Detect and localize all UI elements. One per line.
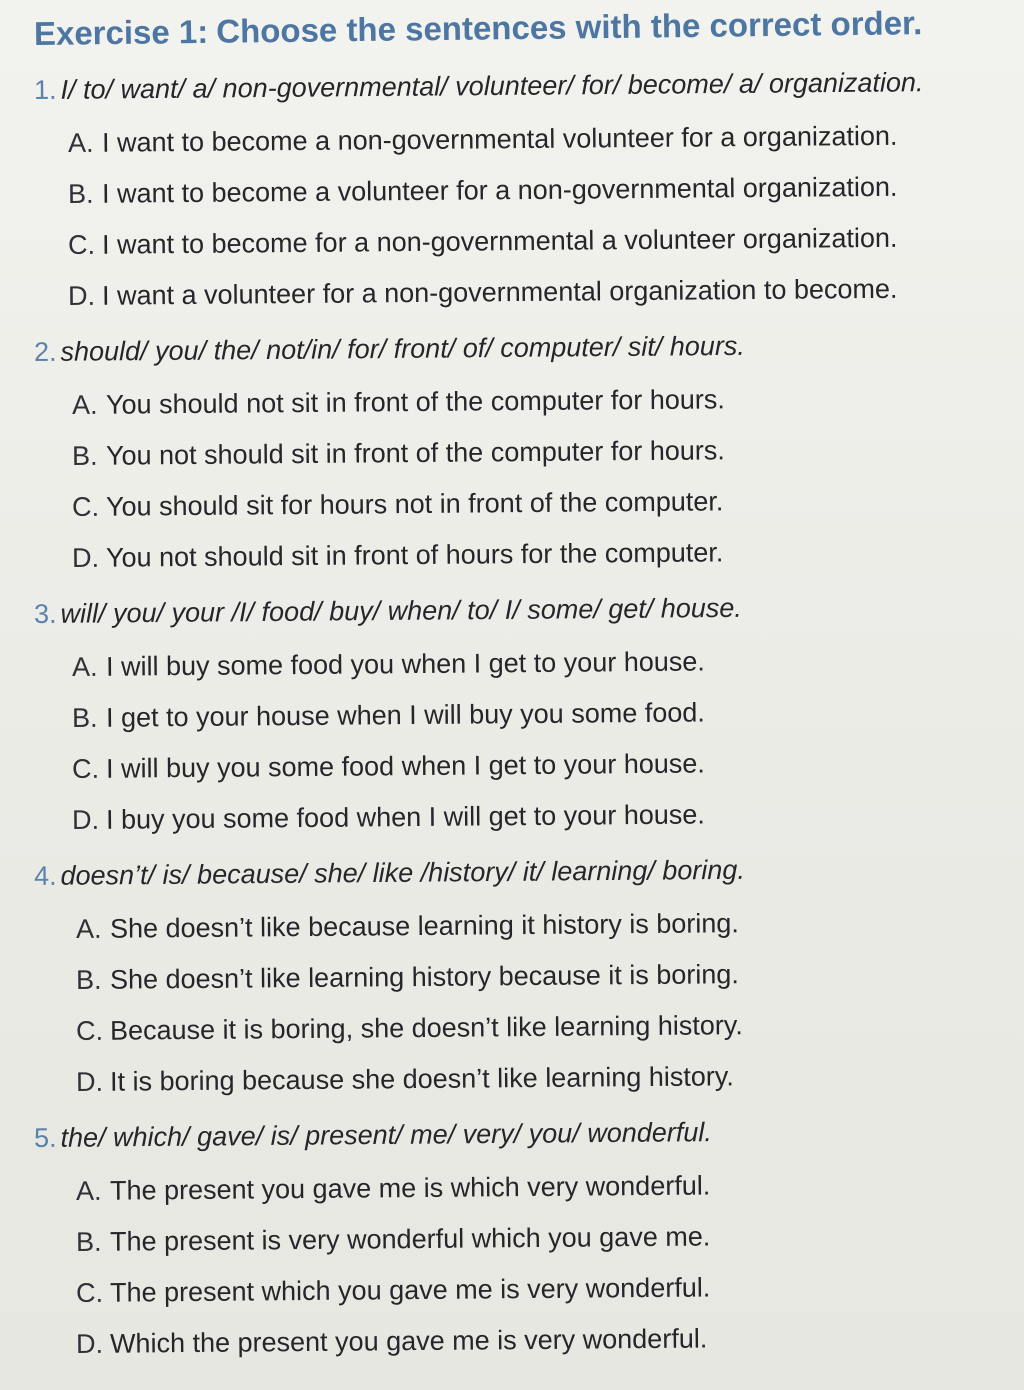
option-text: She doesn’t like because learning it history is boring. (109, 908, 739, 944)
answer-option-d[interactable] (68, 263, 1004, 322)
option-letter: A. (75, 1175, 102, 1206)
question-number: 4. (33, 860, 57, 891)
option-text: I will buy some food you when I get to your house. (105, 646, 705, 682)
option-letter: C. (71, 753, 100, 784)
answer-option-c[interactable] (72, 736, 1004, 795)
answer-options (34, 642, 1004, 846)
answer-options (34, 1166, 1004, 1370)
option-text: You not should sit in front of the computer for hours. (105, 435, 725, 471)
option-letter: B. (71, 702, 98, 733)
option-text: I buy you some food when I will get to your house. (105, 799, 705, 835)
option-text: I will buy you some food when I get to your house. (105, 748, 705, 784)
answer-option-a[interactable] (76, 1158, 1004, 1217)
answer-options (34, 118, 1004, 322)
scrambled-words: doesn’t/ is/ because/ she/ like /history/ it/ learning/ boring. (60, 854, 746, 891)
option-text: I want to become a volunteer for a non-governmental organization. (101, 171, 898, 209)
question-number: 1. (33, 74, 57, 105)
scrambled-words: should/ you/ the/ not/in/ for/ front/ of/ computer/ sit/ hours. (60, 330, 745, 367)
answer-option-a[interactable] (72, 634, 1004, 693)
option-letter: A. (75, 913, 102, 944)
option-letter: B. (75, 964, 102, 995)
question-number: 3. (33, 598, 57, 629)
answer-option-a[interactable] (72, 372, 1004, 431)
question-prompt (34, 316, 1004, 380)
option-letter: C. (67, 229, 96, 260)
option-letter: A. (71, 389, 98, 420)
answer-option-a[interactable] (76, 896, 1004, 955)
option-text: You not should sit in front of hours for the computer. (105, 537, 724, 573)
option-text: You should not sit in front of the computer for hours. (105, 384, 725, 420)
answer-option-c[interactable] (72, 474, 1004, 533)
question-2 (34, 324, 1004, 586)
option-text: She doesn’t like learning history because it is boring. (109, 959, 739, 995)
option-text: I want a volunteer for a non-governmental organization to become. (101, 273, 898, 311)
answer-options (34, 380, 1004, 584)
option-letter: D. (67, 280, 96, 311)
option-letter: C. (75, 1015, 104, 1046)
option-letter: D. (75, 1328, 104, 1359)
option-text: You should sit for hours not in front of the computer. (105, 486, 724, 522)
exercise-title (34, 0, 1005, 62)
option-letter: A. (71, 651, 98, 682)
question-4 (34, 848, 1004, 1110)
question-prompt (34, 840, 1004, 904)
exercise-label: Exercise 1: (33, 12, 209, 52)
answer-option-b[interactable] (76, 1209, 1004, 1268)
question-3 (34, 586, 1004, 848)
option-letter: D. (71, 804, 100, 835)
option-text: It is boring because she doesn’t like learning history. (109, 1061, 734, 1097)
option-text: I want to become a non-governmental volunteer for a organization. (101, 120, 898, 158)
exercise-instruction: Choose the sentences with the correct order. (216, 4, 923, 50)
scrambled-words: the/ which/ gave/ is/ present/ me/ very/ you/ wonderful. (60, 1117, 712, 1153)
option-letter: C. (75, 1277, 104, 1308)
option-text: The present you gave me is which very wonderful. (109, 1170, 711, 1206)
question-1 (34, 62, 1004, 324)
question-prompt (34, 578, 1004, 642)
question-number: 5. (33, 1122, 57, 1153)
option-text: The present is very wonderful which you gave me. (109, 1221, 711, 1257)
answer-options (34, 904, 1004, 1108)
answer-option-c[interactable] (68, 212, 1004, 271)
answer-option-d[interactable] (72, 525, 1004, 584)
answer-option-b[interactable] (72, 423, 1004, 482)
answer-option-c[interactable] (76, 1260, 1004, 1319)
answer-option-c[interactable] (76, 998, 1004, 1057)
question-number: 2. (33, 336, 57, 367)
option-letter: D. (75, 1066, 104, 1097)
answer-option-a[interactable] (68, 110, 1004, 169)
option-letter: B. (75, 1226, 102, 1257)
option-text: I get to your house when I will buy you some food. (105, 697, 705, 733)
answer-option-b[interactable] (76, 947, 1004, 1006)
option-text: The present which you gave me is very wonderful. (109, 1272, 711, 1308)
option-letter: B. (67, 178, 94, 209)
question-5 (34, 1110, 1004, 1372)
question-prompt (34, 1102, 1004, 1166)
answer-option-b[interactable] (68, 161, 1004, 220)
option-text: Which the present you gave me is very wonderful. (109, 1323, 708, 1359)
answer-option-d[interactable] (72, 787, 1004, 846)
option-letter: C. (71, 491, 100, 522)
answer-option-d[interactable] (76, 1049, 1004, 1108)
scrambled-words: will/ you/ your /I/ food/ buy/ when/ to/ I/ some/ get/ house. (60, 592, 742, 629)
option-letter: D. (71, 542, 100, 573)
option-letter: B. (71, 440, 98, 471)
option-letter: A. (67, 127, 94, 158)
question-prompt (34, 54, 1004, 118)
option-text: Because it is boring, she doesn’t like learning history. (109, 1010, 743, 1046)
answer-option-d[interactable] (76, 1311, 1004, 1370)
option-text: I want to become for a non-governmental a volunteer organization. (101, 222, 898, 260)
scrambled-words: I/ to/ want/ a/ non-governmental/ volunteer/ for/ become/ a/ organization. (60, 67, 924, 105)
answer-option-b[interactable] (72, 685, 1004, 744)
